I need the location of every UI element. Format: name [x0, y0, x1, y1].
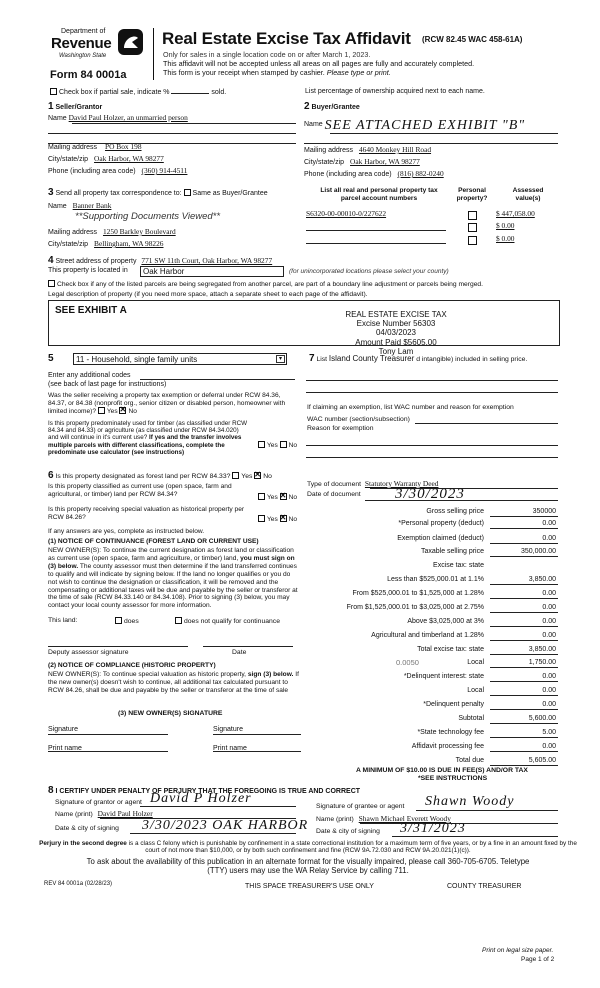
tax-value[interactable]: 5,600.00 [490, 715, 558, 724]
hist-question: Is this property receiving special valuation as historical property per RCW 84.26? [48, 506, 245, 521]
seller-heading-text: Seller/Grantor [55, 104, 103, 111]
use-code-select[interactable] [73, 353, 287, 365]
grantor-sig-line [140, 806, 296, 807]
hist-no-label: No [288, 516, 298, 523]
stamp-line-4: Amount Paid $5605.00 [355, 337, 437, 347]
parcel-row-2 [306, 222, 558, 233]
section7-row [309, 353, 561, 365]
tax-row [300, 632, 558, 643]
notice1-body [48, 547, 300, 610]
seller-phone-field[interactable]: (360) 914-4511 [141, 166, 188, 175]
buyer-city-field[interactable]: Oak Harbor, WA 98277 [350, 157, 420, 166]
hist-yes-label: Yes [267, 516, 278, 523]
grantor-sig-label: Signature of grantor or agent [55, 799, 142, 806]
seller-num: 1 [48, 101, 54, 112]
exemption-no-checkbox[interactable] [119, 407, 126, 414]
buyer-mailing-row [304, 146, 431, 155]
exemption-question [48, 392, 300, 416]
assessed-heading: Assessed value(s) [512, 187, 544, 202]
tax-value[interactable]: 3,850.00 [490, 646, 558, 655]
notice1-body-b: The county assessor must then determine if the land transferred continues to qualify and will indicate by signing below. If the land no longer qualifies or you do not wish to continue the designation or classification, it will be removed and the compensating or additional taxes will be due and payable by the seller or transferor at the time of sale (RCW 84.33.140 or 84.34.108). Prior to signing (3) below, you may contact your local county assessor for more information. [48, 562, 298, 610]
stamp-line-6: Island County Treasurer [328, 354, 415, 363]
grantee-date-line [392, 836, 558, 837]
assessed-value-2[interactable]: $ 0.00 [496, 221, 515, 230]
section7-list-label: List [316, 356, 328, 363]
open-question: Is this property classified as current use (open space, farm and agricultural, or timber) land per RCW 84.34? [48, 483, 232, 498]
street-label: Street address of property [55, 258, 137, 265]
seller-city-label: City/state/zip [48, 156, 89, 163]
dor-logo [45, 28, 145, 68]
tax-value[interactable]: 350000 [490, 508, 558, 517]
tax-value[interactable]: 5.00 [490, 729, 558, 738]
stamp-line-5: Tony Lam [378, 346, 414, 356]
wac-line[interactable] [415, 423, 558, 424]
doc-type-label: Type of document [307, 481, 362, 488]
grantee-date-field[interactable]: 3/31/2023 [400, 821, 466, 836]
notice1-body-a: NEW OWNER(S): To continue the current designation as forest land or classification as current use (open space, farm and agriculture, or timber) land, [48, 547, 294, 562]
personal-checkbox-3[interactable] [468, 236, 477, 245]
exemption-question-text: Was the seller receiving a property tax exemption or deferral under RCW 84.36, 84.37, or 84.38 (nonprofit org., senior citizen or disabled person, homeowner with limited income)? [48, 392, 286, 416]
grantor-name-field[interactable]: David Paul Holzer [97, 809, 153, 818]
parcel-number-3[interactable] [306, 235, 446, 244]
perjury-bold: Perjury in the second degree [39, 840, 127, 847]
owner-print-label-2: Print name [213, 745, 247, 752]
open-yes-label: Yes [267, 494, 278, 501]
section3-mailing-label: Mailing address [48, 229, 98, 236]
notice1-bold: you must sign on (3) below. [48, 554, 295, 570]
seller-city-row [48, 155, 164, 164]
timber-yes-checkbox[interactable] [258, 441, 265, 448]
buyer-name-row [304, 118, 525, 134]
hist-yes-checkbox[interactable] [258, 515, 265, 522]
tax-label: Excise tax: state [433, 562, 484, 569]
grantor-signature[interactable]: David P Holzer [150, 791, 252, 806]
deputy-sig-line[interactable] [48, 646, 188, 647]
grantee-sig-label: Signature of grantee or agent [316, 803, 405, 810]
timber-no-checkbox[interactable] [280, 441, 287, 448]
form-id: Form 84 0001a [50, 69, 127, 81]
if-yes-note: If any answers are yes, complete as instructed below. [48, 528, 205, 535]
owner-print-label-1: Print name [48, 745, 82, 752]
tax-label: Less than $525,000.01 at 1.1% [387, 576, 484, 583]
parcel-row-1 [306, 210, 558, 221]
additional-codes-label: Enter any additional codes [48, 372, 131, 379]
tax-row [300, 646, 558, 657]
hist-no-checkbox[interactable] [280, 515, 287, 522]
tax-row [300, 659, 558, 670]
alt-format-notice [38, 858, 578, 875]
tax-value[interactable]: 0.00 [490, 632, 558, 641]
section3-name-row [48, 202, 111, 211]
grantee-date-label: Date & city of signing [316, 828, 380, 835]
section7-line-2[interactable] [306, 392, 558, 393]
section3-name-label: Name [48, 203, 67, 210]
tax-value[interactable]: 0.00 [490, 673, 558, 682]
deputy-label: Deputy assessor signature [48, 649, 129, 656]
buyer-mailing-label: Mailing address [304, 147, 354, 154]
section5-num: 5 [48, 353, 54, 364]
does-label: does [124, 618, 139, 625]
section7-line-1[interactable] [306, 380, 558, 381]
owner-sig-line-1[interactable] [48, 734, 168, 735]
buyer-city-label: City/state/zip [304, 159, 345, 166]
notice2-title: (2) NOTICE OF COMPLIANCE (HISTORIC PROPERTY) [48, 662, 216, 669]
tax-row [300, 508, 558, 519]
rev-number: REV 84 0001a (02/28/23) [44, 881, 113, 887]
exemption-yes-checkbox[interactable] [98, 407, 105, 414]
same-as-buyer-checkbox[interactable] [184, 189, 191, 196]
seller-extra-line-1 [48, 133, 296, 134]
tax-row [300, 673, 558, 684]
form-citation: (RCW 82.45 WAC 458-61A) [422, 35, 523, 44]
open-no-checkbox[interactable] [280, 493, 287, 500]
grantee-sig-row [316, 803, 404, 811]
does-not-checkbox[interactable] [175, 617, 182, 624]
see-back-note: (see back of last page for instructions) [48, 381, 167, 388]
timber-question [48, 420, 248, 456]
does-not-label: does not qualify for continuance [184, 618, 280, 625]
does-not-option [175, 617, 295, 626]
partial-sale-percent[interactable] [171, 93, 209, 94]
this-land-label: This land: [48, 617, 78, 624]
tax-row [300, 535, 558, 546]
tax-value[interactable]: 0.00 [490, 687, 558, 696]
forest-question [48, 470, 272, 482]
buyer-num: 2 [304, 101, 310, 112]
dor-logo-icon [117, 28, 144, 56]
tax-label: Total excise tax: state [417, 646, 484, 653]
tax-label: Exemption claimed (deduct) [397, 535, 484, 542]
seller-name-row [48, 114, 296, 123]
deputy-date-label: Date [232, 649, 247, 656]
tax-label: *Personal property (deduct) [398, 520, 484, 527]
notice2-body-a: NEW OWNER(S): To continue special valuation as historic property, [48, 671, 247, 678]
section3-city-field[interactable]: Bellingham, WA 98226 [94, 239, 164, 248]
personal-checkbox-2[interactable] [468, 223, 477, 232]
section6-num: 6 [48, 470, 54, 481]
tax-row [300, 576, 558, 587]
forest-no-checkbox[interactable] [254, 472, 261, 479]
grantor-date-label: Date & city of signing [55, 825, 119, 832]
tax-label: Taxable selling price [420, 548, 484, 555]
tax-row [300, 743, 558, 754]
tax-row [300, 687, 558, 698]
local-rate: 0.0050 [396, 658, 419, 667]
see-instructions-note: *SEE INSTRUCTIONS [418, 775, 488, 782]
header-note-1: Only for sales in a single location code on or after March 1, 2023. [163, 50, 371, 59]
street-row [48, 255, 272, 267]
buyer-name-label: Name [304, 121, 323, 128]
grantee-sig-line [416, 810, 558, 811]
new-owner-sig-heading: (3) NEW OWNER(S) SIGNATURE [118, 710, 223, 717]
tax-row [300, 548, 558, 559]
section3-heading [48, 187, 268, 199]
segregated-checkbox[interactable] [48, 280, 55, 287]
tax-value[interactable]: 0.00 [490, 590, 558, 599]
dor-dept-line1: Department of [61, 28, 106, 35]
section3-city-label: City/state/zip [48, 241, 89, 248]
tax-value[interactable]: 5,605.00 [490, 757, 558, 766]
parcel-row-3 [306, 235, 558, 246]
stamp-line-3: 04/03/2023 [375, 328, 417, 338]
stamp-line-1: REAL ESTATE EXCISE TAX [345, 310, 447, 319]
open-no-label: No [288, 494, 298, 501]
does-checkbox[interactable] [115, 617, 122, 624]
personal-checkbox-1[interactable] [468, 211, 477, 220]
owner-sig-line-2[interactable] [213, 734, 301, 735]
forest-question-text: Is this property designated as forest land per RCW 84.33? [55, 473, 231, 480]
header-divider [153, 28, 154, 80]
tax-value[interactable]: 0.00 [490, 535, 558, 544]
located-note: (for unincorporated locations please select your county) [289, 268, 449, 275]
section7-list-tail: d intangible) included in selling price. [416, 356, 528, 363]
buyer-heading-text: Buyer/Grantee [311, 104, 360, 111]
partial-sale-checkbox[interactable] [50, 88, 57, 95]
tax-label: Subtotal [458, 715, 484, 722]
tax-label: Agricultural and timberland at 1.28% [371, 632, 484, 639]
alt-format-line-2: (TTY) users may use the WA Relay Service by calling 711. [207, 865, 409, 875]
section8-heading-text: I CERTIFY UNDER PENALTY OF PERJURY THAT THE FOREGOING IS TRUE AND CORRECT [55, 788, 361, 795]
notice2-bold: sign (3) below. [247, 671, 294, 678]
seller-city-field[interactable]: Oak Harbor, WA 98277 [94, 154, 164, 163]
tax-label: Local [467, 659, 484, 666]
buyer-extra-line-1 [304, 143, 558, 144]
grantee-name-field[interactable]: Shawn Michael Everett Woody [358, 814, 451, 823]
tax-label: From $525,000.01 to $1,525,000 at 1.28% [352, 590, 484, 597]
timber-yes-label: Yes [267, 442, 278, 449]
tax-value[interactable]: 0.00 [490, 743, 558, 752]
dor-dept-line3: Washington State [59, 53, 107, 59]
forest-no-label: No [263, 473, 272, 480]
tax-label: Affidavit processing fee [411, 743, 484, 750]
section3-name-field[interactable]: Banner Bank [72, 201, 112, 210]
seller-mailing-label: Mailing address [48, 144, 98, 151]
reason-label: Reason for exemption [307, 425, 374, 432]
alt-format-line-1: To ask about the availability of this publication in an alternate format for the visually impaired, please call 360-705-6705. Teletype [86, 857, 530, 866]
partial-sale-label-post: sold. [211, 89, 227, 96]
tax-label: From $1,525,000.01 to $3,025,000 at 2.75% [346, 604, 484, 611]
additional-codes-line[interactable] [140, 379, 295, 380]
use-code-value: 11 - Household, single family units [76, 355, 198, 364]
header-note-3-italic: Please type or print. [326, 68, 391, 77]
grantor-date-field[interactable]: 3/30/2023 OAK HARBOR [142, 818, 309, 833]
tax-row [300, 604, 558, 615]
tax-value[interactable]: 1,750.00 [490, 659, 558, 668]
tax-row [300, 590, 558, 601]
section3-mailing-field[interactable]: 1250 Barkley Boulevard [102, 227, 176, 236]
doc-date-line [365, 500, 558, 501]
timber-no-label: No [288, 442, 298, 449]
tax-row [300, 729, 558, 740]
notice2-body [48, 671, 300, 695]
legal-box [48, 300, 560, 346]
tax-value[interactable]: 350,000.00 [490, 548, 558, 557]
exempt-claim-label: If claiming an exemption, list WAC number and reason for exemption [307, 404, 514, 411]
buyer-phone-field[interactable]: (816) 882-0240 [397, 169, 444, 178]
tax-label: *Delinquent interest: state [403, 673, 484, 680]
tax-label: *Delinquent penalty [423, 701, 484, 708]
section3-mailing-row [48, 228, 176, 237]
parcel-heading: List all real and personal property tax parcel account numbers [320, 187, 438, 202]
reason-line-1[interactable] [306, 445, 558, 446]
assessed-value-1[interactable]: $ 447,058.00 [496, 209, 535, 218]
forest-yes-label: Yes [241, 473, 253, 480]
located-select[interactable]: Oak Harbor [140, 266, 284, 277]
dor-dept-line2: Revenue [51, 35, 112, 52]
seller-phone-row [48, 167, 187, 176]
street-field[interactable]: 771 SW 11th Court, Oak Harbor, WA 98277 [141, 256, 273, 265]
supporting-docs-note: **Supporting Documents Viewed** [75, 211, 221, 222]
seller-mailing-field[interactable]: PO Box 198 [104, 142, 142, 151]
section3-city-row [48, 240, 164, 249]
treasurer-stamp [318, 310, 474, 356]
tax-label: Above $3,025,000 at 3% [407, 618, 484, 625]
seller-mailing-row [48, 143, 142, 152]
treasurer-space-label: THIS SPACE TREASURER'S USE ONLY [245, 883, 374, 890]
located-row [48, 267, 128, 275]
legal-size-note: Print on legal size paper. [482, 947, 554, 954]
owner-sig-label-1: Signature [48, 726, 78, 733]
tax-label: Total due [455, 757, 484, 764]
tax-label: Local [467, 687, 484, 694]
tax-row [300, 618, 558, 629]
owner-sig-label-2: Signature [213, 726, 243, 733]
grantor-sig-row [55, 799, 142, 807]
grantor-date-line [130, 833, 296, 834]
seller-phone-label: Phone (including area code) [48, 168, 136, 175]
tax-label: *State technology fee [417, 729, 484, 736]
buyer-phone-row [304, 170, 444, 179]
grantee-signature[interactable]: Shawn Woody [425, 794, 515, 809]
section3-heading-text: Send all property tax correspondence to: [55, 190, 182, 197]
tax-row [300, 715, 558, 726]
wac-label: WAC number (section/subsection) [307, 416, 410, 423]
doc-date-label: Date of document [307, 491, 361, 498]
tax-value[interactable]: 3,850.00 [490, 576, 558, 585]
legal-label: Legal description of property (if you need more space, attach a separate sheet to each page of the affidavit). [48, 291, 368, 298]
tax-value[interactable]: 0.00 [490, 618, 558, 627]
timber-answer [258, 441, 297, 450]
seller-name-field[interactable]: David Paul Holzer, an unmarried person [68, 113, 188, 122]
perjury-text: is a class C felony which is punishable by confinement in a state correctional institution for a maximum term of five years, or by a fine in an amount fixed by the court of not more than $10,000, or by both such confinement and fine (RCW 9A.72.030 and RCW 9A.20.021(1)(c)). [128, 840, 577, 855]
buyer-heading [304, 101, 360, 113]
doc-type-field[interactable]: Statutory Warranty Deed [364, 479, 439, 488]
notice1-title: (1) NOTICE OF CONTINUANCE (FOREST LAND OR CURRENT USE) [48, 538, 259, 545]
tax-label: Gross selling price [426, 508, 484, 515]
segregated-label: Check box if any of the listed parcels are being segregated from another parcel, are part of a boundary line adjustment or parcels being merged. [57, 281, 484, 288]
tax-row [300, 562, 558, 573]
notice2-body-b: If the new owner(s) doesn't wish to continue, all additional tax calculated pursuant to RCW 84.26, shall be due and payable by the seller or transferor at the time of sale [48, 671, 299, 694]
assessed-value-3[interactable]: $ 0.00 [496, 234, 515, 243]
perjury-notice [38, 840, 578, 855]
located-label: This property is located in [48, 267, 128, 274]
seller-name-line [72, 123, 296, 124]
timber-question-bold: If yes and the transfer involves multiple parcels with different classifications, complete the predominate use calculator (see instructions) [48, 434, 242, 456]
stamp-line-2: Excise Number 56303 [356, 319, 436, 329]
minimum-note: A MINIMUM OF $10.00 IS DUE IN FEE(S) AND/OR TAX [356, 767, 528, 774]
reason-line-2[interactable] [306, 457, 558, 458]
header-note-3 [163, 69, 391, 77]
parcel-number-2[interactable] [306, 222, 446, 231]
buyer-city-row [304, 158, 420, 167]
grantee-date-row [316, 828, 380, 836]
deputy-date-line[interactable] [203, 646, 293, 647]
personal-heading: Personal property? [456, 187, 488, 202]
section3-num: 3 [48, 187, 54, 198]
grantor-date-row [55, 825, 119, 833]
timber-question-text: Is this property predominately used for timber (as classified under RCW 84.34 and 84.33) or agriculture (as classified under RCW 84.34.020) and will continue in it's current use? [48, 420, 248, 442]
hist-answer [258, 515, 297, 524]
open-yes-checkbox[interactable] [258, 493, 265, 500]
same-as-buyer-label: Same as Buyer/Grantee [192, 190, 268, 197]
legal-description[interactable]: SEE EXHIBIT A [55, 305, 127, 316]
header-note-2: This affidavit will not be accepted unless all areas on all pages are fully and accurately completed. [163, 59, 475, 68]
section7-num: 7 [309, 353, 315, 364]
county-treasurer-label: COUNTY TREASURER [447, 883, 522, 890]
parcel-number-1[interactable]: S6320-00-00010-0/227622 [306, 209, 387, 218]
forest-yes-checkbox[interactable] [232, 472, 239, 479]
buyer-name-field[interactable]: SEE ATTACHED EXHIBIT "B" [324, 118, 526, 133]
partial-sale-label: Check box if partial sale, indicate % [59, 89, 170, 96]
tax-value[interactable]: 0.00 [490, 701, 558, 710]
tax-value[interactable]: 0.00 [490, 520, 558, 529]
tax-value[interactable]: 0.00 [490, 604, 558, 613]
seller-name-label: Name [48, 115, 67, 122]
header-note-3-text: This form is your receipt when stamped by cashier. [163, 68, 325, 77]
grantor-name-label: Name (print) [55, 811, 93, 818]
section8-num: 8 [48, 785, 54, 796]
tax-row [300, 520, 558, 531]
section4-num: 4 [48, 255, 54, 266]
this-land-row [48, 617, 77, 625]
segregated-row [48, 280, 568, 289]
doc-date-field[interactable]: 3/30/2023 [395, 486, 465, 502]
open-answer [258, 493, 297, 502]
ownership-note: List percentage of ownership acquired next to each name. [305, 88, 485, 95]
tax-row [300, 701, 558, 712]
seller-heading [48, 101, 102, 113]
form-title: Real Estate Excise Tax Affidavit [162, 29, 411, 48]
page-number: Page 1 of 2 [521, 956, 555, 963]
partial-sale-row [50, 88, 226, 97]
exemption-no-label: No [128, 408, 137, 416]
doc-date-row [307, 491, 361, 499]
chevron-down-icon[interactable]: ▾ [276, 355, 285, 363]
buyer-name-line [330, 133, 558, 134]
does-option [115, 617, 139, 626]
buyer-mailing-field[interactable]: 4640 Monkey Hill Road [358, 145, 432, 154]
exemption-yes-label: Yes [106, 408, 118, 416]
grantee-name-label: Name (print) [316, 816, 354, 823]
buyer-phone-label: Phone (including area code) [304, 171, 392, 178]
